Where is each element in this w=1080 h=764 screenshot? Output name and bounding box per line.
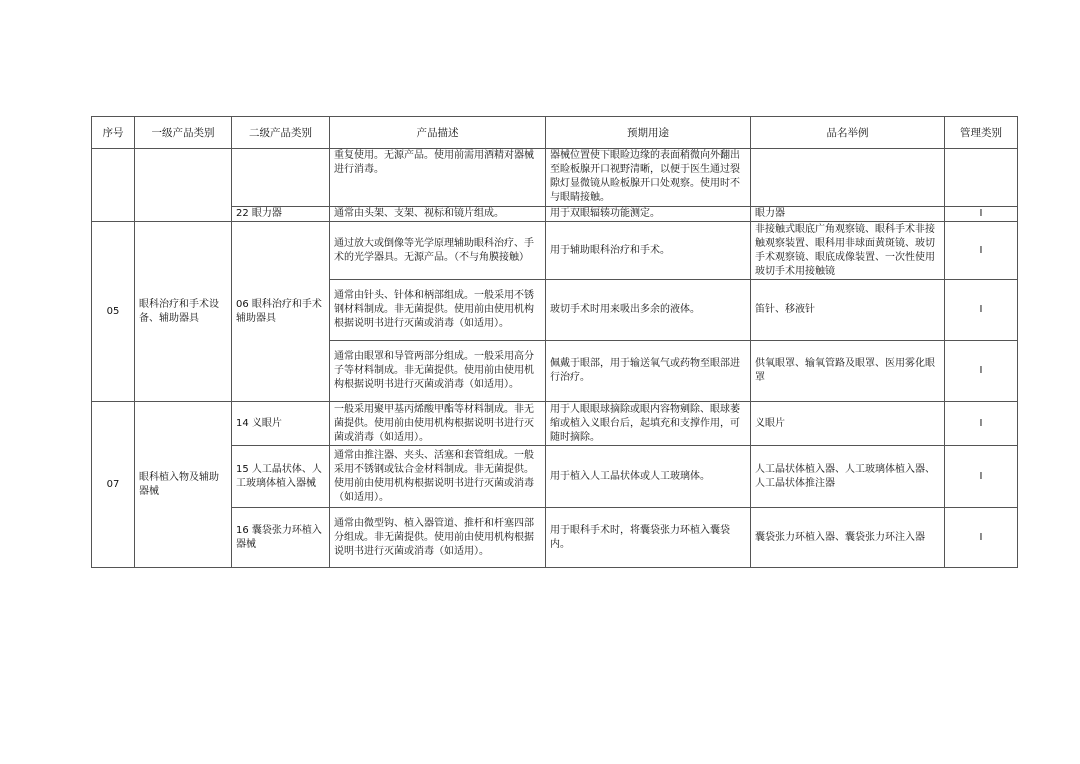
header-use: 预期用途: [546, 117, 751, 149]
cell-examples: 囊袋张力环植入器、囊袋张力环注入器: [751, 508, 945, 568]
cell-use: 用于双眼辐辏功能测定。: [546, 207, 751, 222]
cell-use: 玻切手术时用来吸出多余的液体。: [546, 280, 751, 341]
cell-mgmt: I: [945, 508, 1018, 568]
cell-mgmt-empty: [945, 149, 1018, 207]
cell-seq: 05: [92, 222, 135, 402]
cell-desc: 通常由推注器、夹头、活塞和套管组成。一般采用不锈钢或钛合金材料制成。非无菌提供。使用前由使用机构根据说明书进行灭菌或消毒（如适用）。: [330, 446, 546, 508]
table-row: [92, 222, 1018, 280]
cell-use: 用于眼科手术时，将囊袋张力环植入囊袋内。: [546, 508, 751, 568]
product-classification-table: [91, 116, 1018, 568]
header-examples: 品名举例: [751, 117, 945, 149]
cell-examples: 笛针、移液针: [751, 280, 945, 341]
cell-examples-empty: [751, 149, 945, 207]
cell-mgmt: I: [945, 207, 1018, 222]
cell-cat1-empty: [135, 149, 232, 222]
header-desc: 产品描述: [330, 117, 546, 149]
cell-mgmt: I: [945, 446, 1018, 508]
cell-mgmt: I: [945, 222, 1018, 280]
cell-seq: 07: [92, 402, 135, 568]
header-seq: 序号: [92, 117, 135, 149]
cell-seq-empty: [92, 149, 135, 222]
cell-cat2-empty: [232, 149, 330, 207]
header-cat2: 二级产品类别: [232, 117, 330, 149]
cell-cat2: 14 义眼片: [232, 402, 330, 446]
cell-examples: 义眼片: [751, 402, 945, 446]
cell-cat2: 15 人工晶状体、人工玻璃体植入器械: [232, 446, 330, 508]
cell-use: 佩戴于眼部，用于输送氧气或药物至眼部进行治疗。: [546, 341, 751, 402]
table-row: [92, 402, 1018, 446]
cell-desc: 通常由针头、针体和柄部组成。一般采用不锈钢材料制成。非无菌提供。使用前由使用机构根据说明书进行灭菌或消毒（如适用）。: [330, 280, 546, 341]
cell-use: 用于辅助眼科治疗和手术。: [546, 222, 751, 280]
cell-cat2: 22 眼力器: [232, 207, 330, 222]
table-row: [92, 149, 1018, 207]
cell-cat1: 眼科植入物及辅助器械: [135, 402, 232, 568]
cell-examples: 非接触式眼底广角观察镜、眼科手术非接触观察装置、眼科用非球面黄斑镜、玻切手术观察镜、眼底成像装置、一次性使用玻切手术用接触镜: [751, 222, 945, 280]
cell-desc: 重复使用。无源产品。使用前需用酒精对器械进行消毒。: [330, 149, 546, 207]
cell-cat1: 眼科治疗和手术设备、辅助器具: [135, 222, 232, 402]
cell-mgmt: I: [945, 341, 1018, 402]
cell-desc: 一般采用聚甲基丙烯酸甲酯等材料制成。非无菌提供。使用前由使用机构根据说明书进行灭菌或消毒（如适用）。: [330, 402, 546, 446]
cell-desc: 通常由眼罩和导管两部分组成。一般采用高分子等材料制成。非无菌提供。使用前由使用机构根据说明书进行灭菌或消毒（如适用）。: [330, 341, 546, 402]
header-cat1: 一级产品类别: [135, 117, 232, 149]
cell-mgmt: I: [945, 402, 1018, 446]
header-mgmt: 管理类别: [945, 117, 1018, 149]
cell-cat2: 16 囊袋张力环植入器械: [232, 508, 330, 568]
cell-mgmt: I: [945, 280, 1018, 341]
cell-desc: 通常由头架、支架、视标和镜片组成。: [330, 207, 546, 222]
cell-cat2: 06 眼科治疗和手术辅助器具: [232, 222, 330, 402]
cell-examples: 供氧眼罩、输氧管路及眼罩、医用雾化眼罩: [751, 341, 945, 402]
cell-desc: 通过放大或倒像等光学原理辅助眼科治疗、手术的光学器具。无源产品。（不与角膜接触）: [330, 222, 546, 280]
cell-use: 用于植入人工晶状体或人工玻璃体。: [546, 446, 751, 508]
cell-desc: 通常由微型钩、植入器管道、推杆和杆塞四部分组成。非无菌提供。使用前由使用机构根据说明书进行灭菌或消毒（如适用）。: [330, 508, 546, 568]
table-header-row: [92, 117, 1018, 149]
cell-use: 器械位置使下眼睑边缘的表面稍微向外翻出至睑板腺开口视野清晰，以便于医生通过裂隙灯显微镜从睑板腺开口处观察。使用时不与眼睛接触。: [546, 149, 751, 207]
cell-examples: 眼力器: [751, 207, 945, 222]
cell-use: 用于人眼眼球摘除或眼内容物剜除、眼球萎缩或植入义眼台后，起填充和支撑作用，可随时摘除。: [546, 402, 751, 446]
cell-examples: 人工晶状体植入器、人工玻璃体植入器、人工晶状体推注器: [751, 446, 945, 508]
